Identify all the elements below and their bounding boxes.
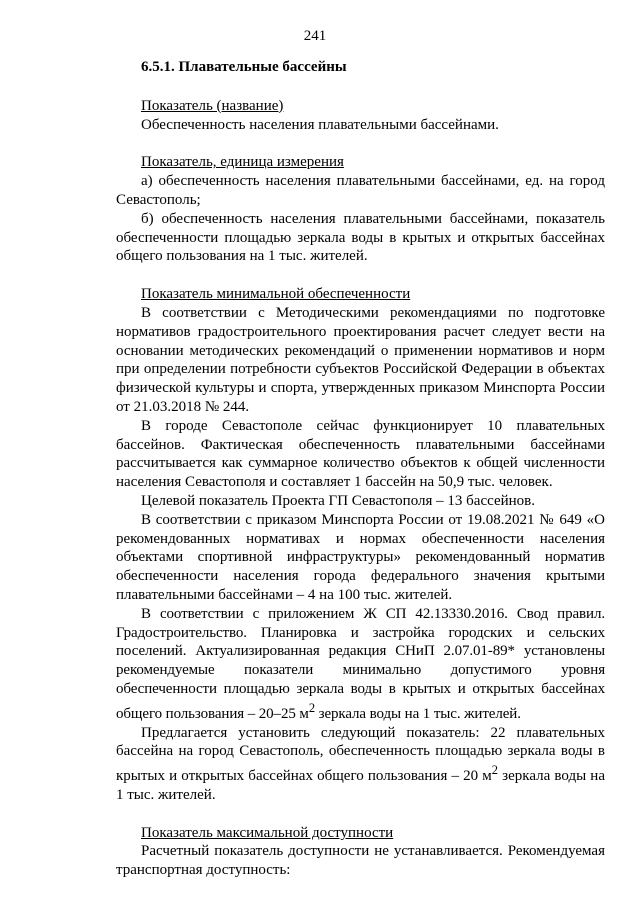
minimum-paragraph-1: В соответствии с Методическими рекомендациями по подготовке нормативов градостроительного проектирования расчет следует вести на основании методических рекомендаций о применении нормативов и норм при определении потребности субъектов Российской Федерации в объектах физической культуры и спорта, утвержденных приказом Минспорта России от 21.03.2018 № 244. <box>116 304 605 415</box>
page-number: 241 <box>303 28 327 44</box>
minimum-paragraph-6-main: Предлагается установить следующий показатель: 22 плавательных бассейна на город Севастополь, обеспеченность площадью зеркала воды в крытых и открытых бассейнах общего пользования – 20 м <box>116 724 605 785</box>
minimum-paragraph-6-tail: зеркала воды на 1 тыс. жителей. <box>116 768 605 803</box>
minimum-paragraph-6-superscript: 2 <box>491 763 499 778</box>
minimum-paragraph-3: Целевой показатель Проекта ГП Севастополя – 13 бассейнов. <box>141 492 535 509</box>
minimum-label <box>116 285 605 304</box>
section-heading: 6.5.1. Плавательные бассейны <box>141 59 347 75</box>
minimum-paragraph-5-main: В соответствии с приложением Ж СП 42.13330.2016. Свод правил. Градостроительство. Планировка и застройка городских и сельских поселений. Актуализированная редакция СНиП 2.07.01-89* установлены рекомендуемые показатели минимально допустимого уровня обеспеченности площадью зеркала воды в крытых и открытых бассейнах общего пользования – 20–25 м <box>116 605 605 722</box>
minimum-paragraph-5 <box>116 605 605 724</box>
minimum-label-text: Показатель минимальной обеспеченности <box>141 286 411 303</box>
unit-item-a: а) обеспеченность населения плавательными бассейнами, ед. на город Севастополь; <box>116 173 605 208</box>
minimum-paragraph-5-tail: зеркала воды на 1 тыс. жителей. <box>314 705 521 722</box>
name-label-text: Показатель (название) <box>141 97 284 114</box>
name-label <box>116 97 605 116</box>
unit-item-b: б) обеспеченность населения плавательными бассейнами, показатель обеспеченности площадью зеркала воды в крытых и открытых бассейнах общего пользования на 1 тыс. жителей. <box>116 210 605 265</box>
minimum-paragraph-6 <box>116 724 605 805</box>
name-text: Обеспеченность населения плавательными бассейнами. <box>141 116 499 133</box>
document-body <box>116 58 605 880</box>
maximum-paragraph-1: Расчетный показатель доступности не устанавливается. Рекомендуемая транспортная доступность: <box>116 843 605 879</box>
maximum-label <box>116 824 605 843</box>
minimum-paragraph-5-superscript: 2 <box>308 700 315 715</box>
minimum-paragraph-2: В городе Севастополе сейчас функционирует 10 плавательных бассейнов. Фактическая обеспеченность плавательными бассейнами рассчитывается как суммарное количество объектов к общей численности населения Севастополя и составляет 1 бассейн на 50,9 тыс. человек. <box>116 417 605 491</box>
unit-label-text: Показатель, единица измерения <box>141 154 344 171</box>
unit-label <box>116 153 605 172</box>
minimum-paragraph-4: В соответствии с приказом Минспорта России от 19.08.2021 № 649 «О рекомендованных нормативах и нормах обеспеченности населения объектами спортивной инфраструктуры» рекомендованный норматив обеспеченности населения города федерального значения крытыми плавательными бассейнами – 4 на 100 тыс. жителей. <box>116 511 605 603</box>
maximum-label-text: Показатель максимальной доступности <box>141 824 394 841</box>
